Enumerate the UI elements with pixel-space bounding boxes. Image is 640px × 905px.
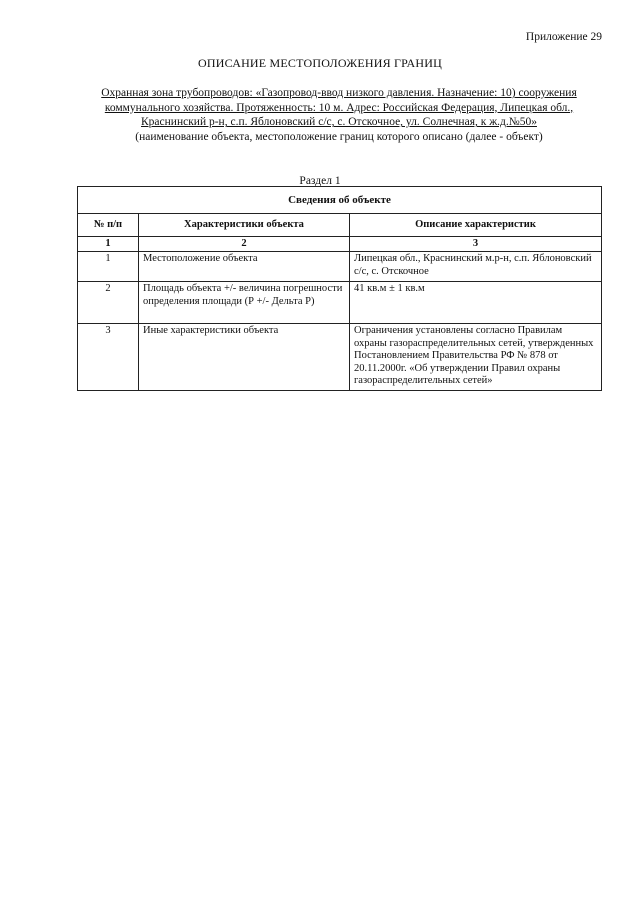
column-header-characteristic: Характеристики объекта bbox=[139, 214, 350, 237]
object-name: Охранная зона трубопроводов: «Газопровод-ввод низкого давления. Назначение: 10) сооружения коммунального хозяйства. Протяженность: 10 м. Адрес: Российская Федерация, Липецкая обл., Краснинский р-н, с.п. Яблоновский с/с, с. Отскочное, ул. Солнечная, к ж.д.№50» bbox=[101, 87, 577, 129]
row-number: 1 bbox=[78, 252, 139, 282]
object-description-block bbox=[78, 86, 600, 144]
object-info-table bbox=[77, 186, 602, 391]
row-characteristic: Местоположение объекта bbox=[139, 252, 350, 282]
table-row bbox=[78, 324, 602, 391]
column-header-num: № п/п bbox=[78, 214, 139, 237]
row-description: 41 кв.м ± 1 кв.м bbox=[350, 282, 602, 324]
appendix-label: Приложение 29 bbox=[525, 31, 602, 43]
row-number: 3 bbox=[78, 324, 139, 391]
column-number: 2 bbox=[139, 237, 350, 252]
document-title: ОПИСАНИЕ МЕСТОПОЛОЖЕНИЯ ГРАНИЦ bbox=[198, 56, 442, 70]
row-description: Ограничения установлены согласно Правилам охраны газораспределительных сетей, утвержденных Постановлением Правительства РФ № 878 от 20.11.2000г. «Об утверждении Правил охраны газораспределительных сетей» bbox=[350, 324, 602, 391]
row-characteristic: Иные характеристики объекта bbox=[139, 324, 350, 391]
object-caption: (наименование объекта, местоположение границ которого описано (далее - объект) bbox=[135, 130, 543, 143]
row-description: Липецкая обл., Краснинский м.р-н, с.п. Яблоновский с/с, с. Отскочное bbox=[350, 252, 602, 282]
table-header-row bbox=[78, 187, 602, 214]
table-row bbox=[78, 282, 602, 324]
column-number: 3 bbox=[350, 237, 602, 252]
column-header-description: Описание характеристик bbox=[350, 214, 602, 237]
row-characteristic: Площадь объекта +/- величина погрешности определения площади (Р +/- Дельта Р) bbox=[139, 282, 350, 324]
table-row bbox=[78, 252, 602, 282]
column-header-row bbox=[78, 214, 602, 237]
column-number: 1 bbox=[78, 237, 139, 252]
table-header: Сведения об объекте bbox=[78, 187, 602, 214]
section-title: Раздел 1 bbox=[299, 175, 341, 187]
column-number-row bbox=[78, 237, 602, 252]
row-number: 2 bbox=[78, 282, 139, 324]
